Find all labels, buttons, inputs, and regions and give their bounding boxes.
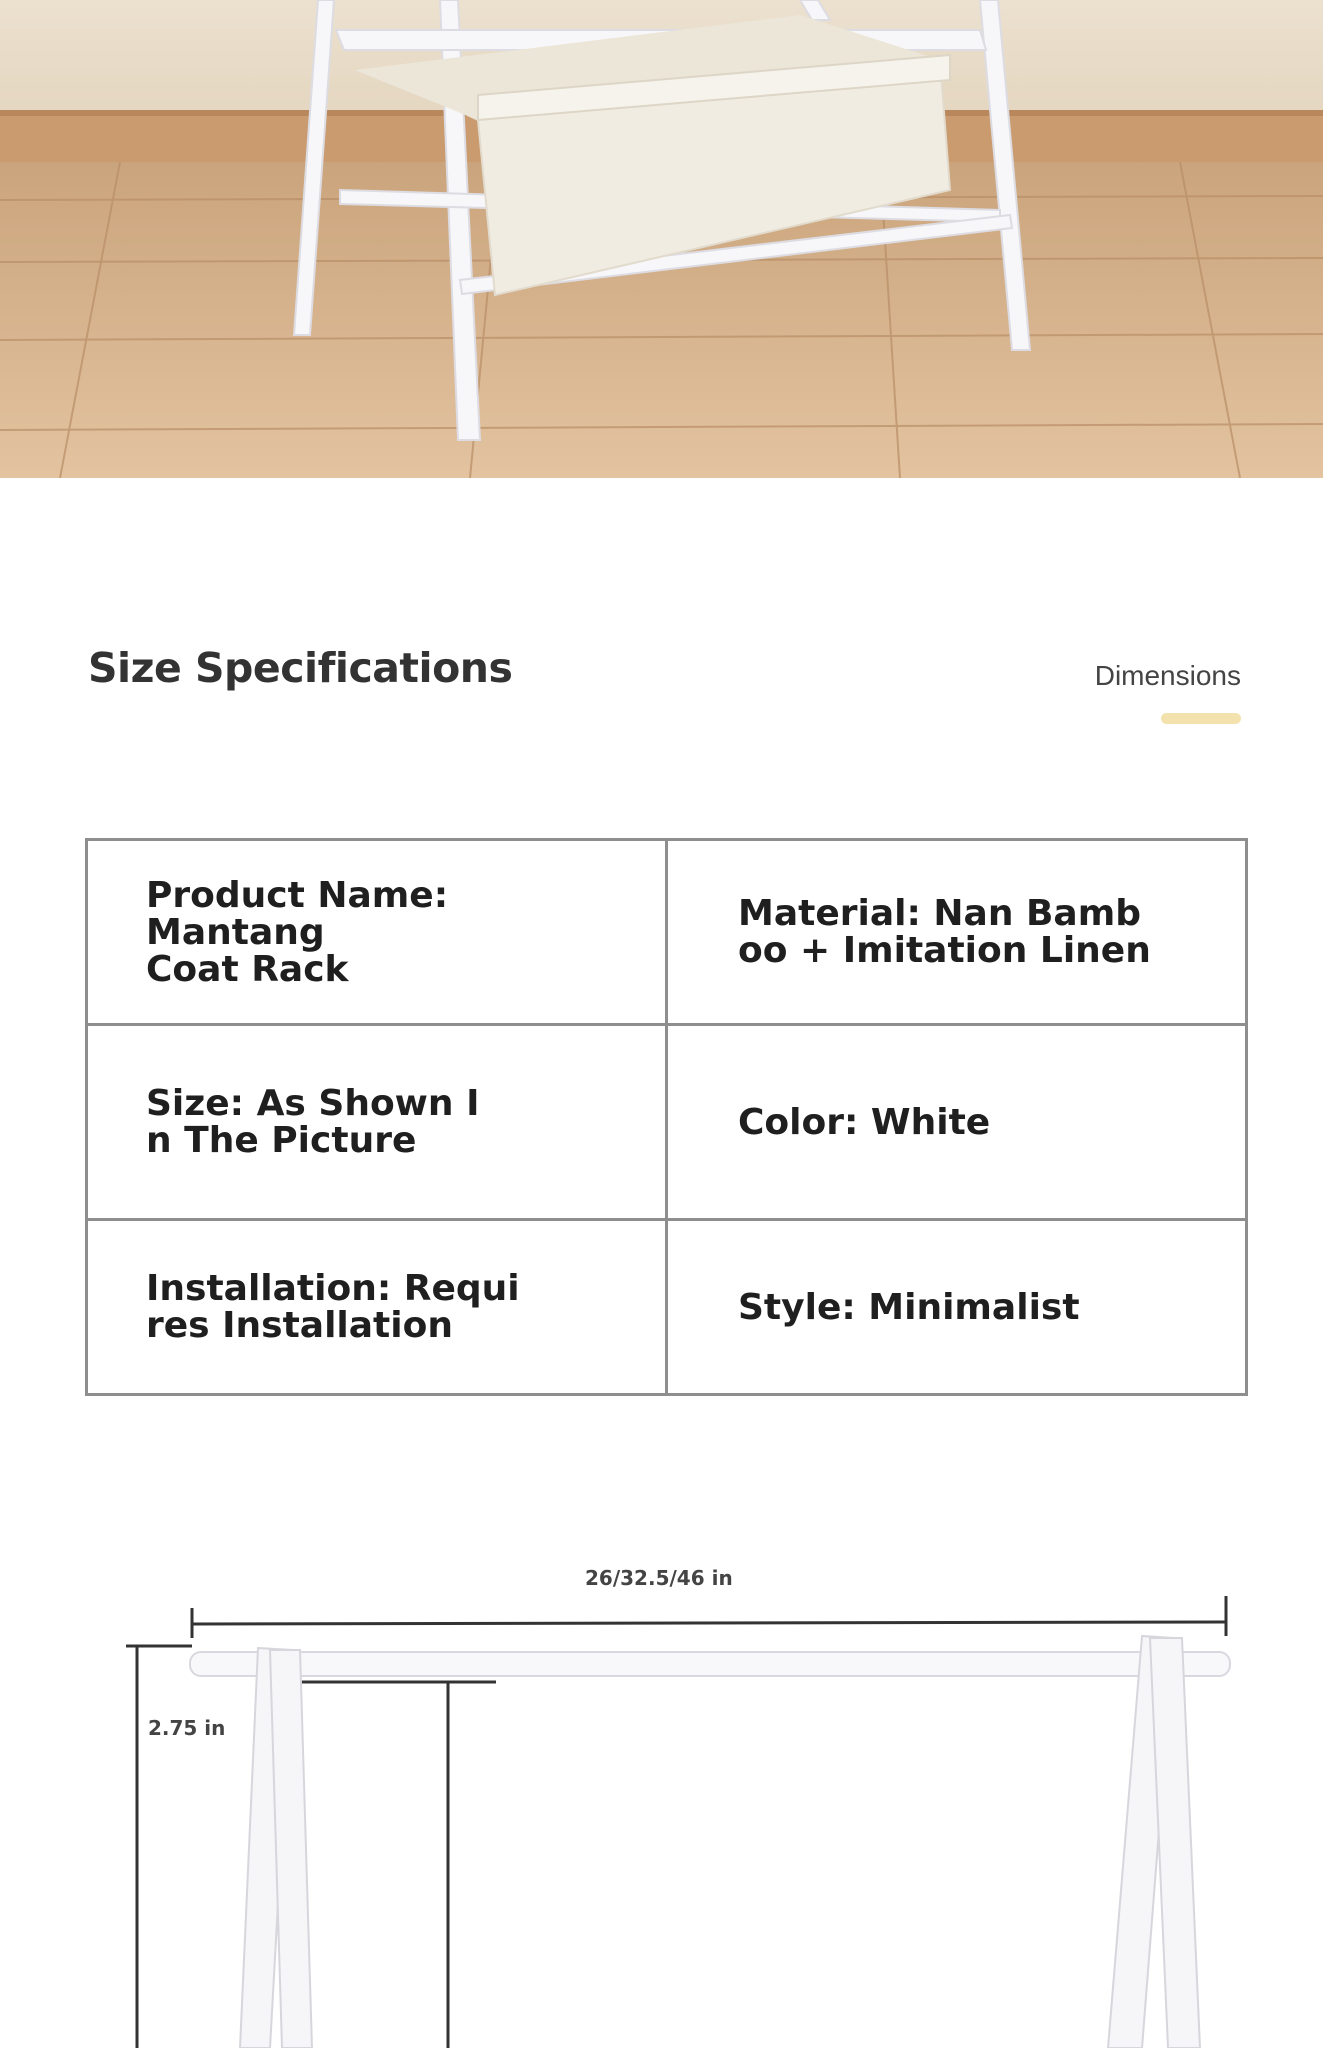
spec-table [85,838,1248,1396]
spec-style: Style: Minimalist [667,1220,1247,1395]
table-row [87,840,1247,1025]
spec-size: Size: As Shown I n The Picture [87,1025,667,1220]
product-photo [0,0,1323,478]
spec-material: Material: Nan Bamb oo + Imitation Linen [667,840,1247,1025]
table-row [87,1220,1247,1395]
dimensions-tab-label: Dimensions [1094,660,1241,691]
dimension-diagram [0,1500,1323,2048]
spec-product-name: Product Name: Mantang Coat Rack [87,840,667,1025]
spec-installation: Installation: Requi res Installation [87,1220,667,1395]
table-row [87,1025,1247,1220]
spec-color: Color: White [667,1025,1247,1220]
tab-underline [1161,713,1241,724]
section-title: Size Specifications [88,644,513,692]
width-dimension-label: 26/32.5/46 in [585,1566,733,1590]
rail-dimension-label: 2.75 in [148,1716,226,1740]
